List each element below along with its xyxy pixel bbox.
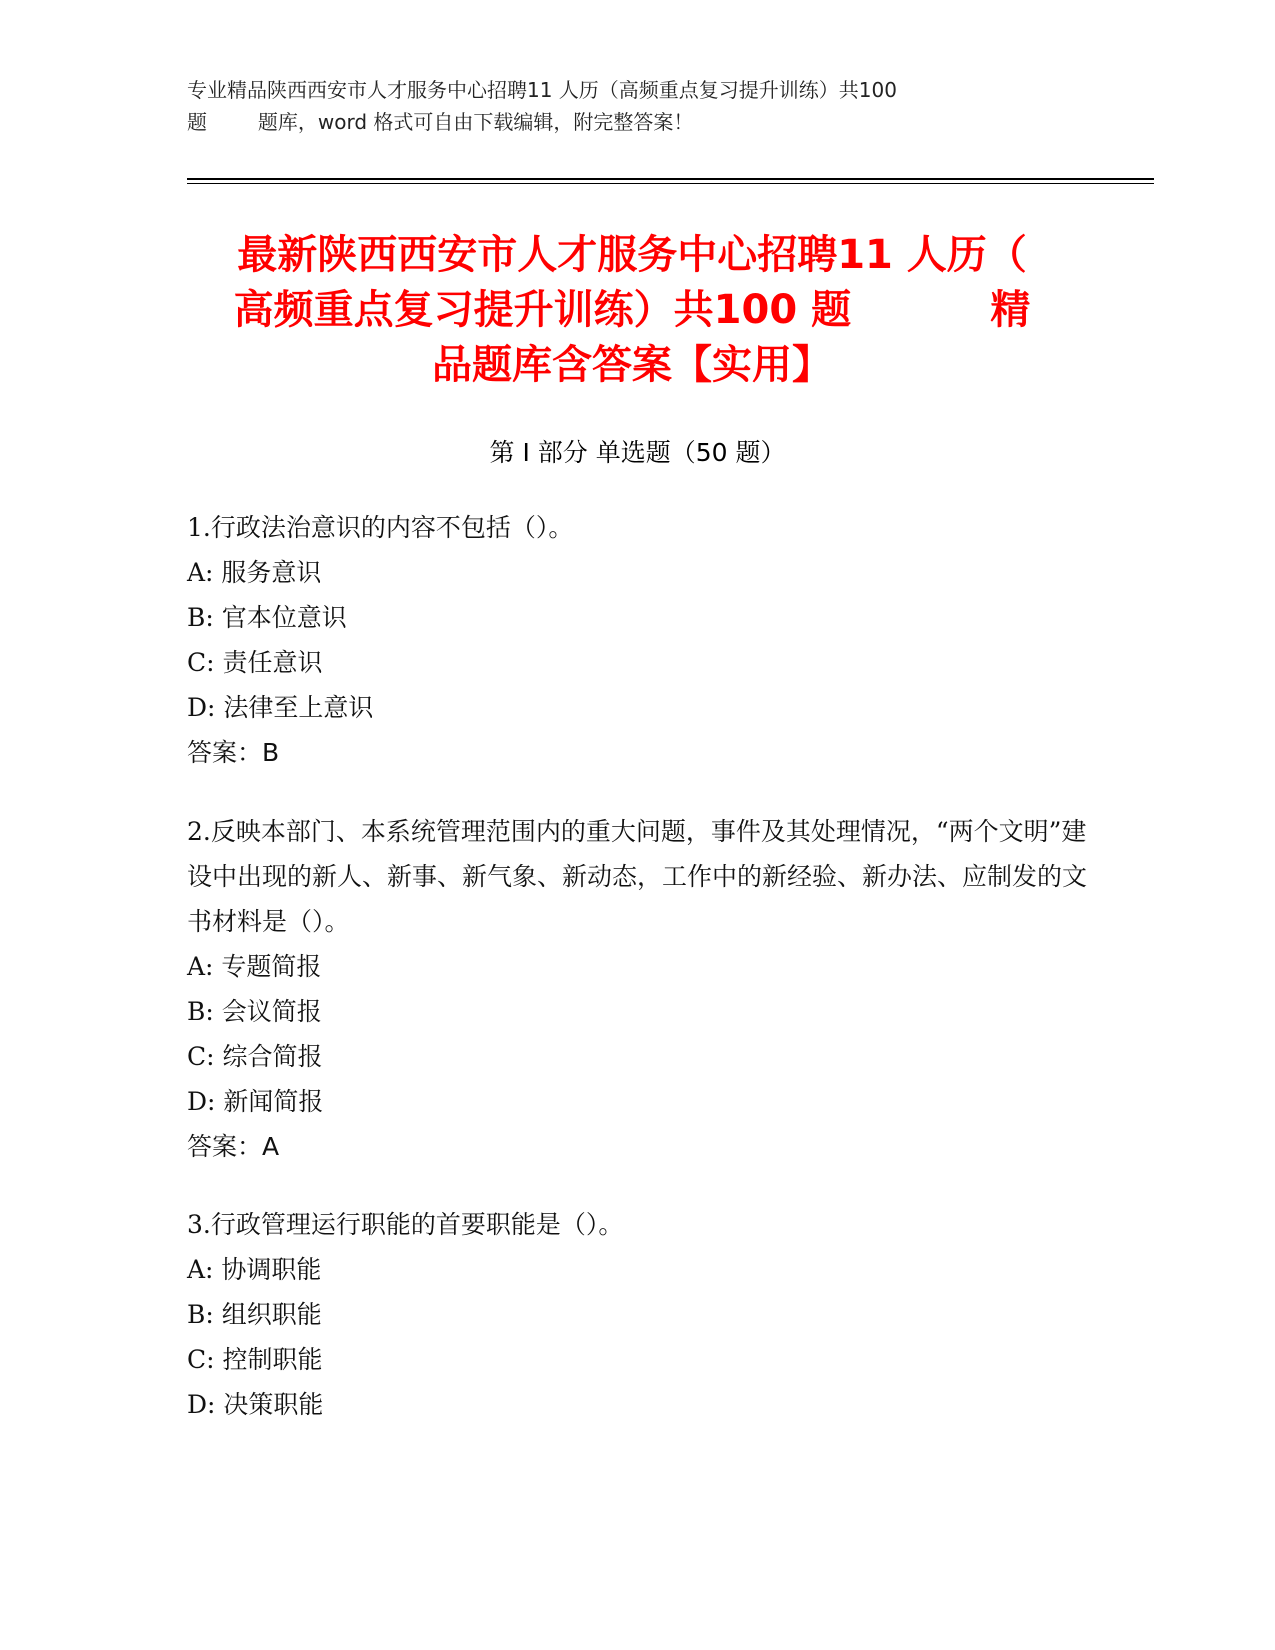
answer: 答案：A [187, 1132, 280, 1161]
title-line-3: 品题库含答案【实用】 [432, 342, 832, 388]
question-stem: 3.行政管理运行职能的首要职能是（）。 [187, 1210, 624, 1239]
header-note [187, 74, 1087, 138]
option-d: D: 决策职能 [187, 1390, 324, 1419]
section-heading: 第 I 部分 单选题（50 题） [489, 438, 786, 467]
title-line-2: 高频重点复习提升训练）共100 题 精 [233, 287, 1031, 333]
title-line-1: 最新陕西西安市人才服务中心招聘11 人历（ [237, 232, 1027, 278]
option-a: A: 服务意识 [187, 558, 322, 587]
question-1 [187, 505, 1087, 775]
option-b: B: 组织职能 [187, 1300, 322, 1329]
header-divider-thick [187, 178, 1154, 180]
header-note-line-1: 专业精品陕西西安市人才服务中心招聘11 人历（高频重点复习提升训练）共100 [187, 78, 897, 102]
option-a: A: 协调职能 [187, 1255, 322, 1284]
question-3 [187, 1202, 1087, 1427]
header-note-line-2: 题 题库，word 格式可自由下载编辑，附完整答案！ [187, 110, 694, 134]
option-b: B: 会议简报 [187, 997, 322, 1026]
question-stem: 2.反映本部门、本系统管理范围内的重大问题，事件及其处理情况，“两个文明”建设中出现的新人、新事、新气象、新动态，工作中的新经验、新办法、应制发的文书材料是（）。 [187, 817, 1088, 936]
option-a: A: 专题简报 [187, 952, 322, 981]
question-2 [187, 809, 1087, 1169]
question-stem: 1.行政法治意识的内容不包括（）。 [187, 513, 574, 542]
option-d: D: 新闻简报 [187, 1087, 324, 1116]
option-c: C: 责任意识 [187, 648, 323, 677]
option-d: D: 法律至上意识 [187, 693, 374, 722]
option-b: B: 官本位意识 [187, 603, 347, 632]
option-c: C: 控制职能 [187, 1345, 323, 1374]
document-title [187, 228, 1077, 393]
option-c: C: 综合简报 [187, 1042, 323, 1071]
header-divider-thin [187, 183, 1154, 184]
answer: 答案：B [187, 738, 280, 767]
